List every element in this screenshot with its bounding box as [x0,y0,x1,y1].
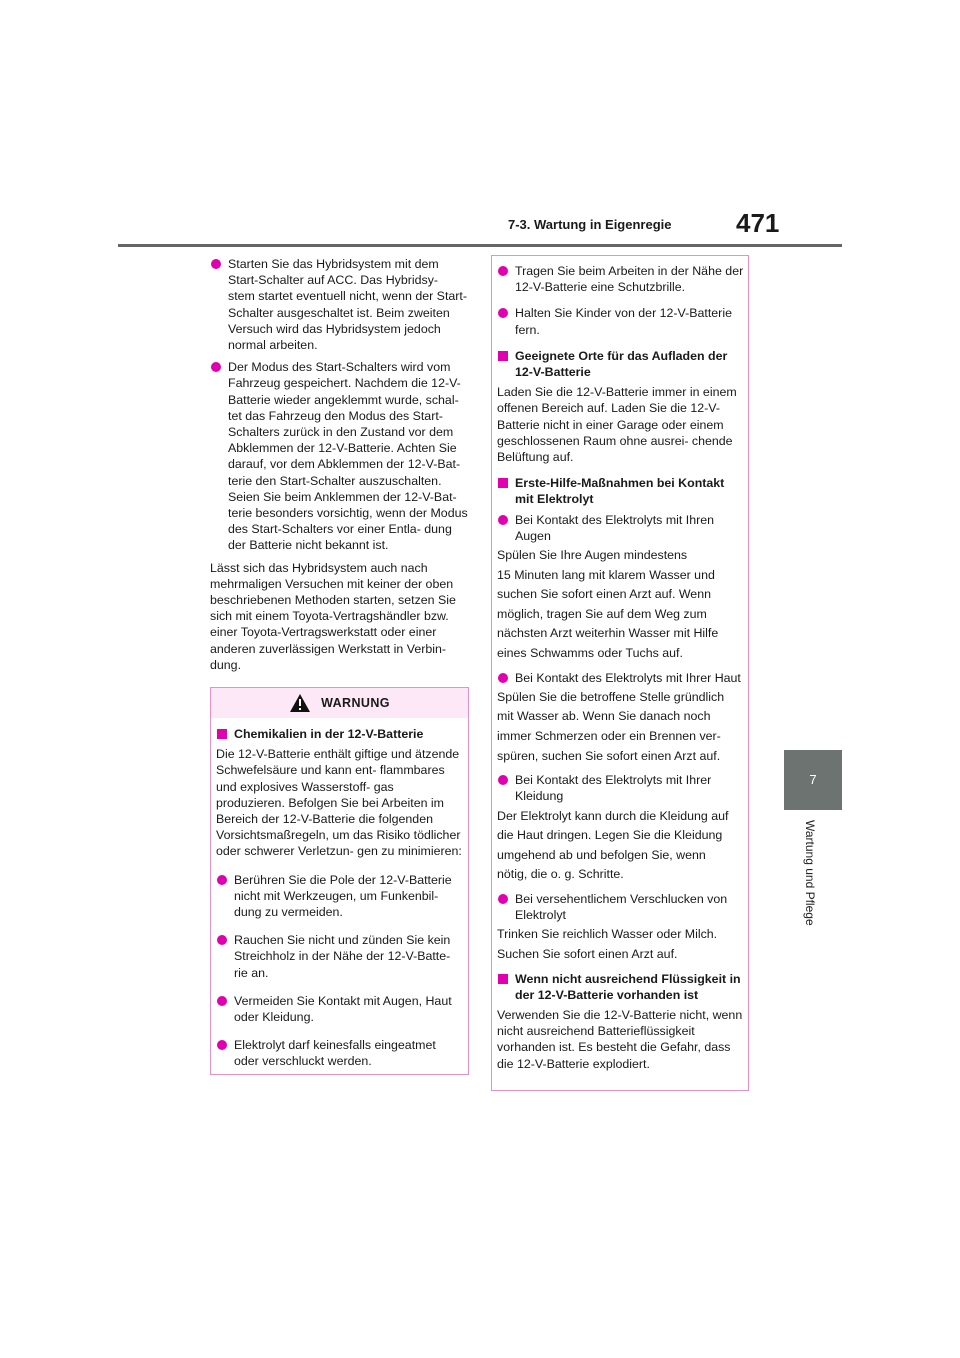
list-item: Bei versehentlichem Verschlucken von Elektrolyt [497,891,744,923]
bullet-icon [498,894,508,904]
square-bullet-icon [498,974,508,984]
list-item: Elektrolyt darf keinesfalls eingeatmet oder verschluckt werden. [216,1037,464,1069]
chapter-tab: 7 [784,750,842,810]
list-item: Tragen Sie beim Arbeiten in der Nähe der 12-V-Batterie eine Schutzbrille. [497,263,744,295]
paragraph: Spülen Sie Ihre Augen mindestens 15 Minuten lang mit klarem Wasser und suchen Sie sofort einen Arzt auf. Wenn möglich, tragen Sie auf dem Weg zum nächsten Arzt weiterhin Wasser mit Hilfe eines Schwamms oder Tuchs auf. [497,548,719,661]
bullet-icon [217,935,227,945]
left-column [210,256,468,679]
list-item: Halten Sie Kinder von der 12-V-Batterie fern. [497,305,744,337]
chapter-label: Wartung und Pflege [803,820,817,926]
list-item: Bei Kontakt des Elektrolyts mit Ihrer Haut [497,670,744,686]
warning-heading: Chemikalien in der 12-V-Batterie [216,726,464,742]
list-item: Starten Sie das Hybridsystem mit dem Start-Schalter auf ACC. Das Hybridsy- stem startet eventuell nicht, wenn der Start-Schalter ausgeschaltet ist. Beim zweiten Versuch wird das Hybridsystem jedoch normal arbeiten. [210,256,468,353]
bullet-icon [498,266,508,276]
bullet-icon [217,1040,227,1050]
square-bullet-icon [498,478,508,488]
warning-intro: Die 12-V-Batterie enthält giftige und ätzende Schwefelsäure und kann ent- flammbares und explosives Wasserstoff- gas produzieren. Befolgen Sie bei Arbeiten im Bereich der 12-V-Batterie die folgenden Vorsichtsmaßregeln, um das Risiko tödlicher oder schwerer Verletzun- gen zu minimieren: [216,747,462,859]
page-number: 471 [736,208,780,238]
section-title: 7-3. Wartung in Eigenregie [508,217,672,232]
bullet-icon [498,308,508,318]
paragraph: Laden Sie die 12-V-Batterie immer in einem offenen Bereich auf. Laden Sie die 12-V-Batterie nicht in einer Garage oder einem geschlossenen Raum ohne ausrei- chende Belüftung auf. [497,385,737,465]
list-item: Bei Kontakt des Elektrolyts mit Ihren Augen [497,512,744,544]
paragraph: Spülen Sie die betroffene Stelle gründlich mit Wasser ab. Wenn Sie danach noch immer Schmerzen oder ein Brennen ver- spüren, suchen Sie sofort einen Arzt auf. [497,689,725,763]
square-bullet-icon [217,729,227,739]
paragraph: Verwenden Sie die 12-V-Batterie nicht, wenn nicht ausreichend Batterieflüssigkeit vorhanden ist. Es besteht die Gefahr, dass die 12-V-Batterie explodiert. [497,1007,743,1071]
warning-box [210,687,469,1075]
bullet-icon [498,515,508,525]
list-item: Bei Kontakt des Elektrolyts mit Ihrer Kleidung [497,772,744,804]
paragraph: Trinken Sie reichlich Wasser oder Milch. Suchen Sie sofort einen Arzt auf. [497,927,718,961]
list-item: Der Modus des Start-Schalters wird vom Fahrzeug gespeichert. Nachdem die 12-V- Batterie wieder angeklemmt wurde, schal- tet das Fahrzeug den Modus des Start- Schalters zurück in den Zustand vor dem Abklemmen der 12-V-Batterie. Achten Sie darauf, vor dem Abklemmen der 12-V-Bat- terie den Start-Schalter auszuschalten. Seien Sie beim Anklemmen der 12-V-Bat- terie besonders vorsichtig, wenn der Modus des Start-Schalters vor einer Entla- dung der Batterie nicht bekannt ist. [210,359,468,553]
list-item: Berühren Sie die Pole der 12-V-Batterie nicht mit Werkzeugen, um Funkenbil- dung zu vermeiden. [216,872,464,921]
square-bullet-icon [498,351,508,361]
warning-header [211,688,468,718]
warning-box-continued [491,255,749,1091]
warning-body [211,718,468,1070]
bullet-icon [498,673,508,683]
warning-title: WARNUNG [321,695,390,710]
paragraph: Lässt sich das Hybridsystem auch nach mehrmaligen Versuchen mit keiner der oben beschriebenen Methoden starten, setzen Sie sich mit einem Toyota-Vertragshändler bzw. einer Toyota-Vertragswerkstatt oder einer anderen zuverlässigen Werkstatt in Verbin- dung. [210,560,456,672]
list-item: Vermeiden Sie Kontakt mit Augen, Haut oder Kleidung. [216,993,464,1025]
paragraph: Der Elektrolyt kann durch die Kleidung auf die Haut dringen. Legen Sie die Kleidung umgehend ab und befolgen Sie, wenn nötig, die o. g. Schritte. [497,808,729,882]
section-heading: Geeignete Orte für das Aufladen der 12-V-Batterie [497,348,744,380]
bullet-icon [211,259,221,269]
bullet-icon [211,362,221,372]
bullet-icon [217,996,227,1006]
header-rule [118,244,842,247]
bullet-icon [498,775,508,785]
section-heading: Wenn nicht ausreichend Flüssigkeit in der 12-V-Batterie vorhanden ist [497,971,744,1003]
list-item: Rauchen Sie nicht und zünden Sie kein Streichholz in der Nähe der 12-V-Batte- rie an. [216,932,464,981]
bullet-icon [217,875,227,885]
warning-triangle-icon [289,693,311,713]
section-heading: Erste-Hilfe-Maßnahmen bei Kontakt mit Elektrolyt [497,475,744,507]
